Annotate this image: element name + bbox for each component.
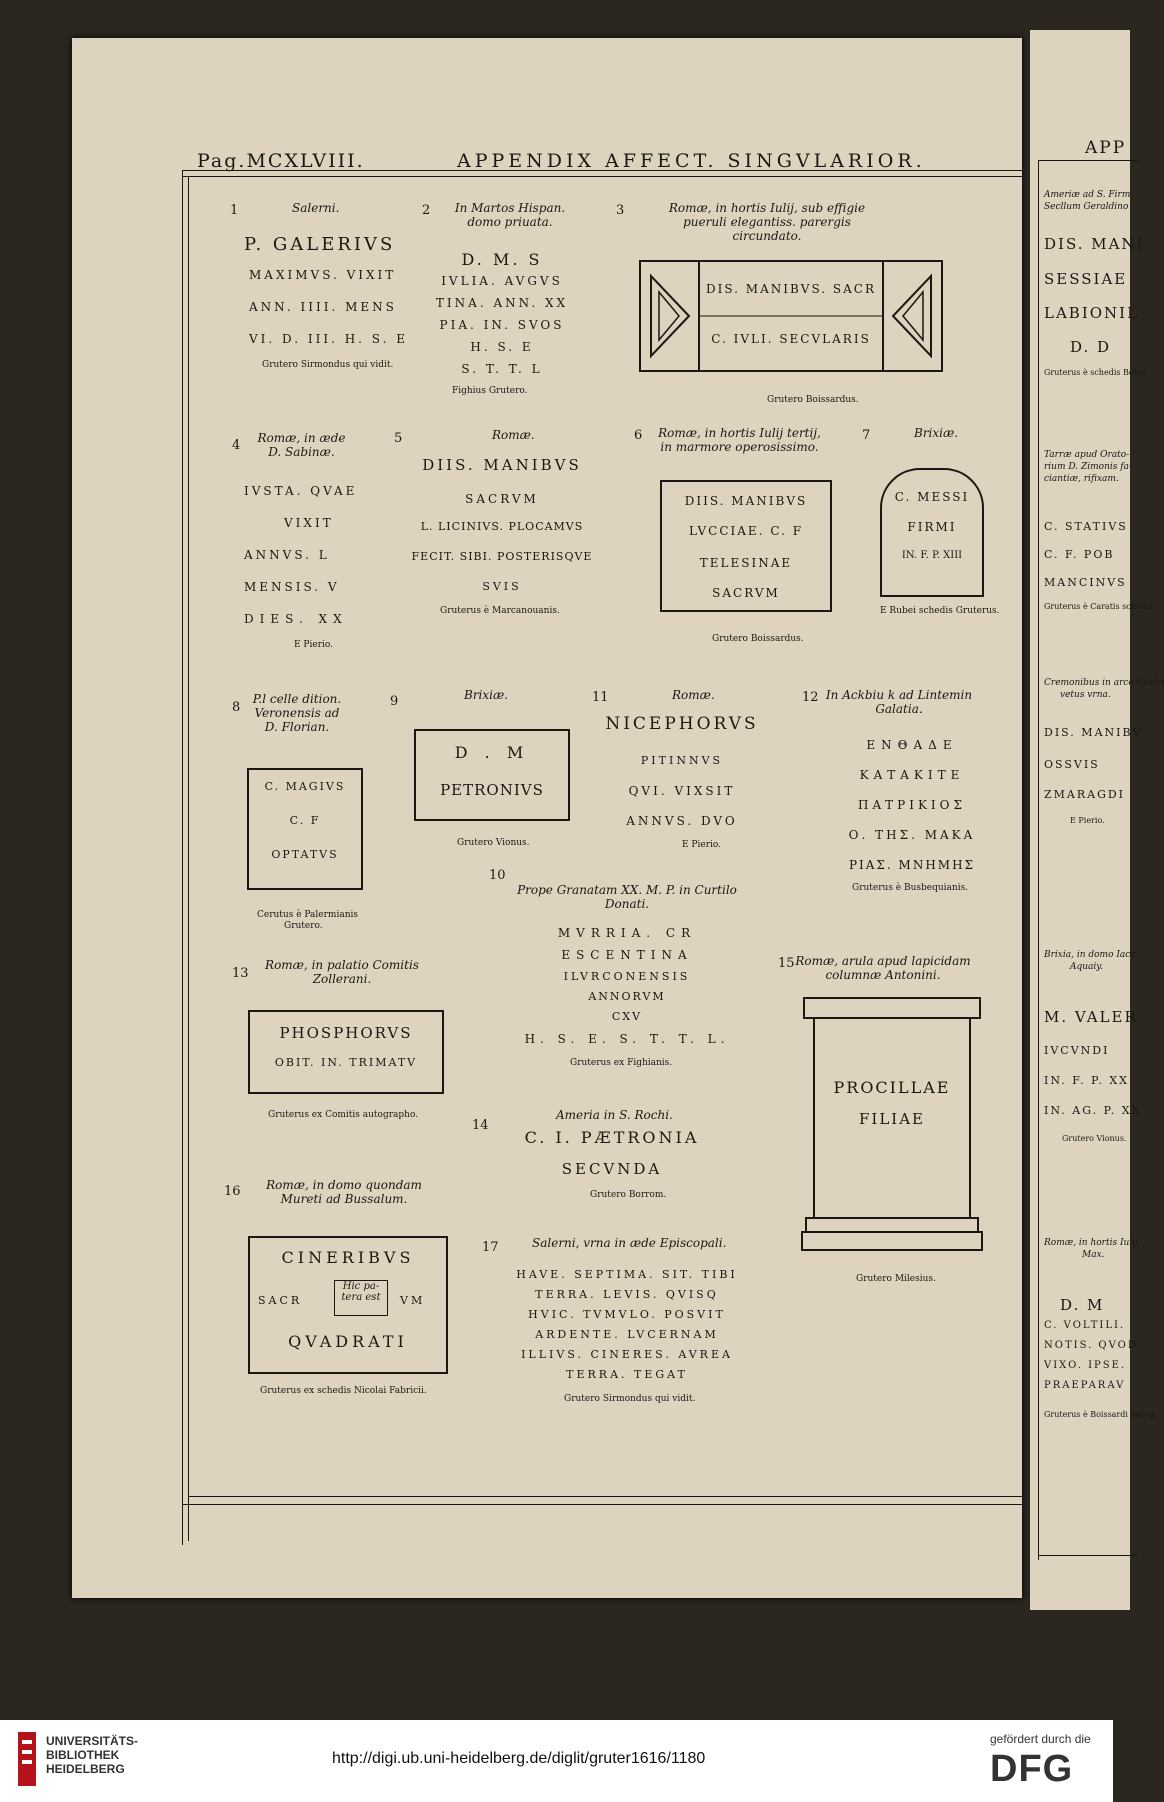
inscription-line: CINERIBVS bbox=[281, 1248, 415, 1267]
inscription-source: Gruterus è Marcanouanis. bbox=[440, 606, 560, 616]
book-page bbox=[72, 38, 1022, 1598]
inscription-line: LVCCIAE. C. F bbox=[688, 524, 804, 538]
patera-note: tera est bbox=[341, 1292, 381, 1303]
adjacent-text: Gruterus è schedis Botro bbox=[1044, 368, 1146, 377]
inscription-source: E Pierio. bbox=[294, 640, 333, 650]
inscription-line: QVADRATI bbox=[288, 1332, 408, 1351]
inscription-source: Grutero Sirmondus qui vidit. bbox=[564, 1394, 696, 1404]
inscription-line: SACRVM bbox=[712, 586, 780, 600]
inscription-line: Ο. ΤΗΣ. ΜΑΚΑ bbox=[848, 828, 976, 842]
library-name bbox=[46, 1734, 138, 1776]
inscription-line: ARDENTE. LVCERNAM bbox=[535, 1328, 719, 1341]
inscription-line: FIRMI bbox=[907, 520, 957, 534]
adjacent-text: Gruterus è Boissardi autog bbox=[1044, 1410, 1154, 1419]
inscription-source: Gruterus ex schedis Nicolai Fabricii. bbox=[260, 1386, 427, 1396]
inscription-line: VI. D. III. H. S. E bbox=[249, 332, 408, 346]
inscription-line: MVRRIA. CR bbox=[557, 926, 697, 940]
funding-note: gefördert durch die bbox=[990, 1732, 1091, 1746]
inscription-place: Brixiæ. bbox=[914, 426, 959, 440]
inscription-line: ILVRCONENSIS bbox=[563, 970, 691, 983]
inscription-line: DIIS. MANIBVS bbox=[422, 456, 582, 474]
inscription-line: ANNVS. DVO bbox=[626, 814, 738, 828]
library-name-line: HEIDELBERG bbox=[46, 1762, 125, 1776]
dfg-logo: DFG bbox=[990, 1748, 1074, 1790]
tabula-ansata-ornament bbox=[641, 262, 941, 370]
inscription-line: TELESINAE bbox=[699, 556, 793, 570]
adjacent-text: Aquaiy. bbox=[1070, 962, 1104, 972]
inscription-line: CXV bbox=[611, 1010, 643, 1023]
inscription-line: IVSTA. QVAE bbox=[244, 484, 358, 498]
inscription-source: E Rubei schedis Gruterus. bbox=[880, 606, 1000, 616]
inscription-line: H. S. E bbox=[470, 340, 534, 354]
inscription-place: Romæ, in æde D. Sabinæ. bbox=[257, 431, 346, 459]
adjacent-page bbox=[1030, 30, 1164, 1610]
inscription-line: DIES. XX bbox=[244, 612, 348, 626]
inscription-line: NICEPHORVS bbox=[605, 714, 759, 734]
inscription-number: 17 bbox=[482, 1240, 499, 1255]
inscription-box bbox=[414, 729, 570, 821]
inscription-number: 4 bbox=[232, 438, 241, 453]
university-logo-icon bbox=[16, 1730, 38, 1788]
inscription-source: E Pierio. bbox=[682, 840, 721, 850]
inscription-place: Ameria in S. Rochi. bbox=[556, 1108, 673, 1122]
adjacent-text: Ameriæ ad S. Firm. bbox=[1044, 190, 1134, 200]
inscription-line: ANNVS. L bbox=[244, 548, 330, 562]
inscription-line: C. MAGIVS bbox=[264, 780, 346, 793]
library-name-line: UNIVERSITÄTS- bbox=[46, 1734, 139, 1748]
inscription-line: TINA. ANN. XX bbox=[435, 296, 569, 310]
patera-box bbox=[334, 1280, 388, 1316]
inscription-box bbox=[248, 1236, 448, 1374]
adjacent-text: M. VALER bbox=[1044, 1008, 1138, 1026]
inscription-number: 6 bbox=[634, 428, 643, 443]
inscription-line: MENSIS. V bbox=[244, 580, 340, 594]
inscription-line: PITINNVS bbox=[640, 754, 724, 767]
inscription-line: ILLIVS. CINERES. AVREA bbox=[521, 1348, 733, 1361]
adjacent-text: rium D. Zimonis fa- bbox=[1044, 462, 1132, 472]
library-name-line: BIBLIOTHEK bbox=[46, 1748, 120, 1762]
inscription-number: 10 bbox=[489, 868, 506, 883]
altar-drawing bbox=[802, 996, 982, 1266]
inscription-line: VIXIT bbox=[284, 516, 334, 530]
inscription-line: FECIT. SIBI. POSTERISQVE bbox=[411, 550, 593, 563]
inscription-line: L. LICINIVS. PLOCAMVS bbox=[420, 520, 584, 533]
inscription-line: D . M bbox=[454, 743, 530, 762]
frame-left bbox=[182, 170, 183, 1545]
inscription-line: PROCILLAE bbox=[833, 1078, 951, 1097]
inscription-place: Romæ, in palatio Comitis Zollerani. bbox=[265, 958, 419, 986]
inscription-source: Grutero. bbox=[284, 921, 323, 931]
inscription-number: 15 bbox=[778, 956, 795, 971]
inscription-place: Romæ, in hortis Iulij tertij, in marmore operosissimo. bbox=[658, 426, 821, 454]
inscription-line: OPTATVS bbox=[271, 848, 339, 861]
inscription-place: Romæ, in hortis Iulij, sub effigie pueruli elegantiss. parergis circundato. bbox=[668, 201, 866, 243]
inscription-source: Grutero Boissardus. bbox=[712, 634, 804, 644]
inscription-line: QVI. VIXSIT bbox=[628, 784, 736, 798]
adjacent-text: Romæ, in hortis Iulij bbox=[1044, 1238, 1138, 1248]
adjacent-text: vetus vrna. bbox=[1060, 690, 1111, 700]
frame-bottom bbox=[1038, 1555, 1138, 1556]
inscription-line: SVIS bbox=[482, 580, 522, 593]
inscription-line: ΠΑΤΡΙΚΙΟΣ bbox=[858, 798, 966, 812]
inscription-line: DIS. MANIBVS. SACR bbox=[706, 282, 876, 296]
inscription-line: DIIS. MANIBVS bbox=[684, 494, 808, 508]
adjacent-text: Gruterus è Caratis schedis. bbox=[1044, 602, 1155, 611]
inscription-line: D. M. S bbox=[461, 250, 543, 269]
inscription-line: IVLIA. AVGVS bbox=[441, 274, 563, 288]
inscription-number: 1 bbox=[230, 203, 239, 218]
inscription-place: P.l celle dition. Veronensis ad D. Florian. bbox=[252, 692, 342, 734]
inscription-line: TERRA. TEGAT bbox=[566, 1368, 688, 1381]
inscription-line: C. MESSI bbox=[894, 490, 970, 504]
permalink-url[interactable]: http://digi.ub.uni-heidelberg.de/diglit/gruter1616/1180 bbox=[332, 1750, 706, 1767]
inscription-number: 9 bbox=[390, 694, 399, 709]
inscription-line: ANN. IIII. MENS bbox=[249, 300, 397, 314]
inscription-line: PHOSPHORVS bbox=[279, 1024, 413, 1042]
inscription-source: Gruterus è Busbequianis. bbox=[852, 883, 969, 893]
inscription-number: 7 bbox=[862, 428, 871, 443]
viewer-footer bbox=[0, 1720, 1113, 1802]
inscription-line: C. I. PÆTRONIA bbox=[524, 1128, 700, 1147]
inscription-source: Grutero Boissardus. bbox=[767, 395, 859, 405]
inscription-line: HAVE. SEPTIMA. SIT. TIBI bbox=[516, 1268, 738, 1281]
inscription-line: ΚΑΤΑΚΙΤΕ bbox=[859, 768, 965, 782]
inscription-line: ANNORVM bbox=[588, 990, 666, 1003]
inscription-place: Romæ. bbox=[672, 688, 715, 702]
inscription-line: ΡΙΑΣ. ΜΝΗΜΗΣ bbox=[848, 858, 976, 872]
inscription-line: SACRVM bbox=[465, 492, 539, 506]
inscription-place: In Martos Hispan. domo priuata. bbox=[454, 201, 566, 229]
inscription-line: IN. F. P. XIII bbox=[901, 550, 963, 561]
inscription-line: MAXIMVS. VIXIT bbox=[249, 268, 397, 282]
adjacent-text: OSSVIS bbox=[1044, 758, 1100, 771]
inscription-line: VM bbox=[400, 1294, 426, 1307]
inscription-source: Fighius Grutero. bbox=[452, 386, 528, 396]
adjacent-text: D. M bbox=[1060, 1296, 1105, 1314]
adjacent-text: Cremonibus in arce Castri bbox=[1044, 678, 1164, 688]
inscription-box bbox=[660, 480, 832, 612]
frame-left bbox=[1038, 160, 1039, 1560]
inscription-place: Romæ. bbox=[492, 428, 535, 442]
inscription-line: PETRONIVS bbox=[440, 781, 544, 799]
frame-top-inner bbox=[182, 176, 1022, 177]
inscription-line: ESCENTINA bbox=[561, 948, 693, 962]
page-title: APPENDIX AFFECT. SINGVLARIOR. bbox=[457, 150, 926, 172]
adjacent-text: IN. AG. P. XX bbox=[1044, 1104, 1142, 1117]
inscription-source: Grutero Vionus. bbox=[457, 838, 530, 848]
adjacent-text: D. D bbox=[1070, 338, 1112, 356]
adjacent-text: SESSIAE bbox=[1044, 270, 1128, 288]
inscription-place: Salerni. bbox=[292, 201, 340, 215]
inscription-source: Gruterus ex Comitis autographo. bbox=[268, 1110, 419, 1120]
inscription-number: 2 bbox=[422, 203, 431, 218]
frame-bottom-inner bbox=[188, 1496, 1022, 1497]
inscription-line: S. T. T. L bbox=[461, 362, 543, 376]
inscription-line: SECVNDA bbox=[561, 1160, 663, 1178]
inscription-source: Gruterus ex Fighianis. bbox=[570, 1058, 673, 1068]
adjacent-text: Tarræ apud Orato- bbox=[1044, 450, 1130, 460]
frame-top bbox=[1038, 160, 1138, 161]
inscription-number: 3 bbox=[616, 203, 625, 218]
adjacent-text: DIS. MANI bbox=[1044, 235, 1145, 253]
inscription-source: Grutero Borrom. bbox=[590, 1190, 667, 1200]
adjacent-text: IN. F. P. XX bbox=[1044, 1074, 1129, 1087]
inscription-line: SACR bbox=[258, 1294, 303, 1307]
inscription-line: TERRA. LEVIS. QVISQ bbox=[535, 1288, 719, 1301]
inscription-number: 12 bbox=[802, 690, 819, 705]
inscription-number: 14 bbox=[472, 1118, 489, 1133]
inscription-number: 11 bbox=[592, 690, 609, 705]
inscription-number: 5 bbox=[394, 431, 403, 446]
inscription-place: Prope Granatam XX. M. P. in Curtilo Donati. bbox=[517, 883, 737, 911]
adjacent-text: ZMARAGDI bbox=[1044, 788, 1126, 801]
inscription-place: Salerni, vrna in æde Episcopali. bbox=[532, 1236, 727, 1250]
inscription-line: H. S. E. S. T. T. L. bbox=[524, 1032, 730, 1046]
adjacent-text: DIS. MANIBV bbox=[1044, 726, 1143, 739]
inscription-line: C. F bbox=[289, 814, 321, 827]
adjacent-text: E Pierio. bbox=[1070, 816, 1105, 825]
inscription-place: Romæ, arula apud lapicidam columnæ Antonini. bbox=[795, 954, 971, 982]
adjacent-text: C. VOLTILI. bbox=[1044, 1320, 1126, 1331]
inscription-stele bbox=[880, 468, 984, 597]
page-number: Pag.MCXLVIII. bbox=[197, 150, 365, 172]
inscription-line: C. IVLI. SECVLARIS bbox=[711, 332, 871, 346]
adjacent-text: C. F. POB bbox=[1044, 548, 1115, 561]
patera-note: Hic pa- bbox=[342, 1281, 380, 1292]
inscription-line: P. GALERIVS bbox=[244, 234, 396, 255]
adjacent-header: APP bbox=[1085, 138, 1127, 158]
adjacent-text: Grutero Vionus. bbox=[1062, 1134, 1127, 1143]
inscription-source: Cerutus è Palermianis bbox=[257, 910, 358, 920]
adjacent-text: LABIONIL bbox=[1044, 304, 1140, 322]
inscription-number: 13 bbox=[232, 966, 249, 981]
inscription-place: Romæ, in domo quondam Mureti ad Bussalum. bbox=[266, 1178, 422, 1206]
inscription-line: OBIT. IN. TRIMATV bbox=[274, 1056, 418, 1069]
inscription-place: Brixiæ. bbox=[464, 688, 509, 702]
inscription-source: Grutero Milesius. bbox=[856, 1274, 936, 1284]
adjacent-text: Max. bbox=[1082, 1250, 1105, 1260]
adjacent-text: ciantiæ, rifixam. bbox=[1044, 474, 1119, 484]
inscription-place: In Ackbiu k ad Lintemin Galatia. bbox=[825, 688, 973, 716]
adjacent-text: C. STATIVS bbox=[1044, 520, 1128, 533]
frame-left-inner bbox=[188, 176, 189, 1541]
adjacent-text: MANCINVS bbox=[1044, 576, 1127, 589]
adjacent-text: NOTIS. QVOD bbox=[1044, 1340, 1138, 1351]
adjacent-text: PRAEPARAV bbox=[1044, 1380, 1126, 1391]
inscription-line: FILIAE bbox=[858, 1110, 925, 1128]
adjacent-text: VIXO. IPSE. bbox=[1044, 1360, 1127, 1371]
inscription-box bbox=[248, 1010, 444, 1094]
inscription-number: 8 bbox=[232, 700, 241, 715]
inscription-line: HVIC. TVMVLO. POSVIT bbox=[528, 1308, 726, 1321]
inscription-source: Grutero Sirmondus qui vidit. bbox=[262, 360, 394, 370]
adjacent-text: Brixia, in domo Iacc bbox=[1044, 950, 1136, 960]
frame-bottom bbox=[182, 1504, 1022, 1505]
inscription-box bbox=[247, 768, 363, 890]
inscription-line: ΕΝΘΑΔΕ bbox=[866, 738, 958, 752]
adjacent-text: IVCVNDI bbox=[1044, 1044, 1110, 1057]
inscription-line: PIA. IN. SVOS bbox=[439, 318, 565, 332]
inscription-box bbox=[639, 260, 943, 372]
inscription-number: 16 bbox=[224, 1184, 241, 1199]
adjacent-text: Secllum Geraldino bbox=[1044, 202, 1129, 212]
